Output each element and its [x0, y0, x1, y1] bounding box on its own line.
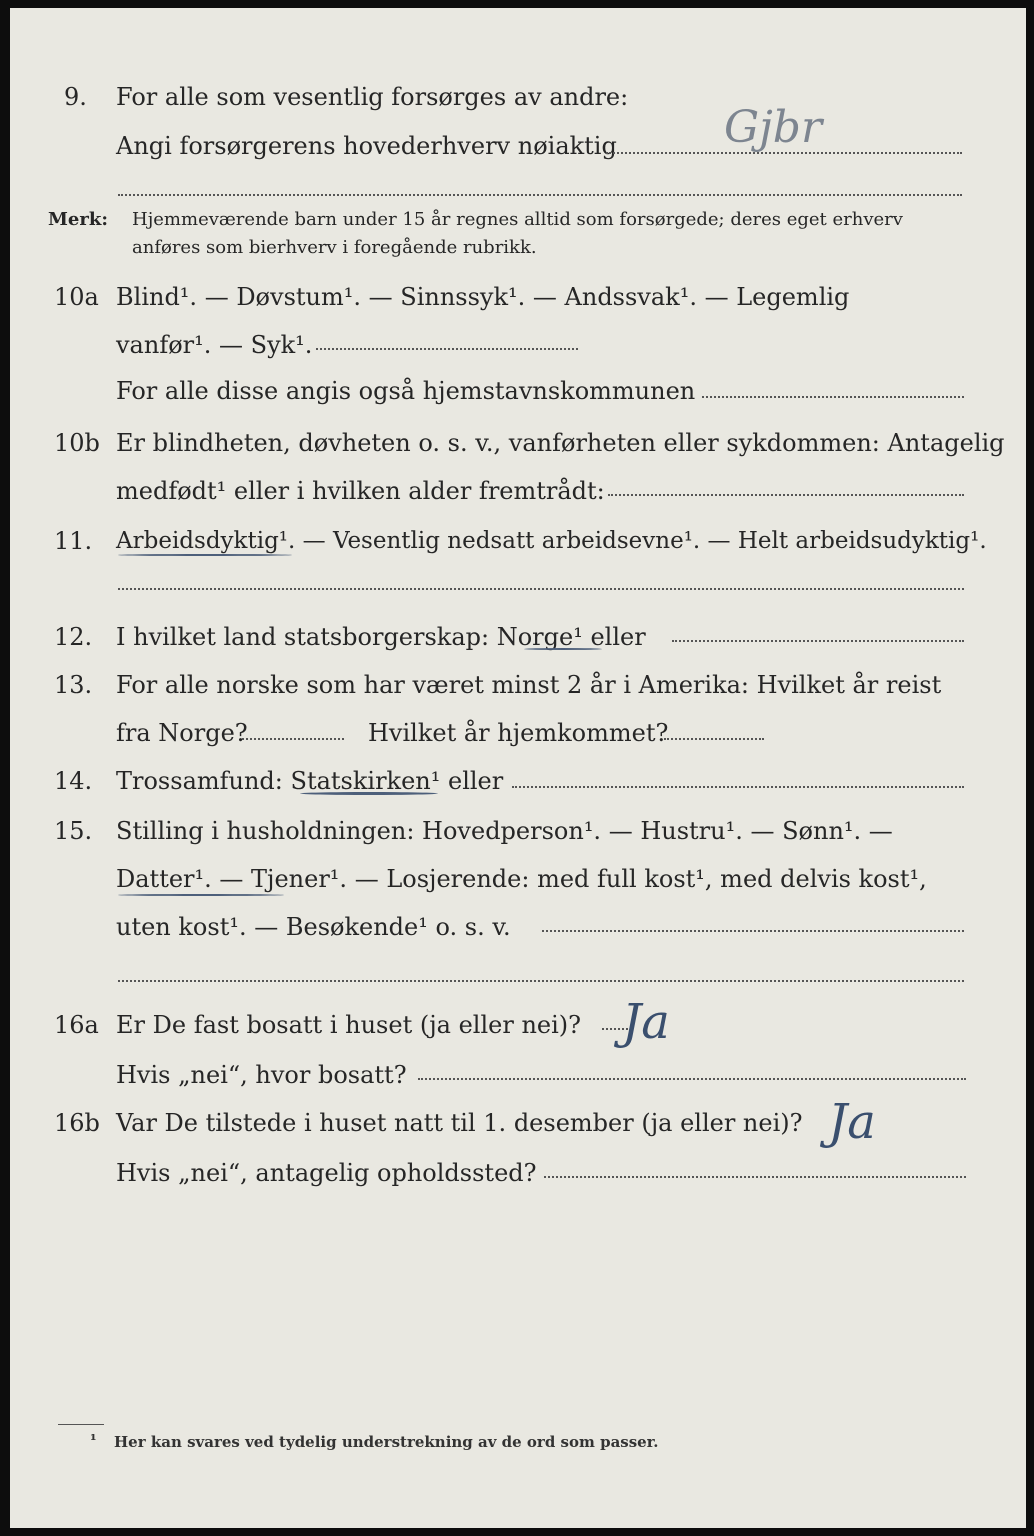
q12-number: 12. — [54, 623, 93, 651]
q10a-line1: Blind¹. — Døvstum¹. — Sinnssyk¹. — Andssvak¹. — Legemlig — [116, 283, 850, 311]
footnote-text: Her kan svares ved tydelig understrekning av de ord som passer. — [114, 1433, 659, 1451]
census-form-page — [10, 8, 1026, 1528]
q11-extra-line — [118, 588, 964, 590]
q13-left-year-line — [242, 738, 344, 740]
q9-extra-line — [118, 194, 962, 196]
q15-line3: uten kost¹. — Besøkende¹ o. s. v. — [116, 913, 511, 941]
q16a-handwritten-answer: Ja — [622, 994, 670, 1050]
q11-line1: Arbeidsdyktig¹. — Vesentlig nedsatt arbeidsevne¹. — Helt arbeidsudyktig¹. — [116, 528, 987, 554]
q10b-number: 10b — [54, 429, 100, 457]
q10a-line2: vanfør¹. — Syk¹. — [116, 331, 313, 359]
q15-number: 15. — [54, 817, 93, 845]
q16b-line2: Hvis „nei“, antagelig opholdssted? — [116, 1159, 537, 1187]
q16a-residence-line — [418, 1078, 966, 1080]
q13-line2b: Hvilket år hjemkommet? — [368, 719, 669, 747]
merk-line1: Hjemmeværende barn under 15 år regnes alltid som forsørgede; deres eget erhverv — [132, 209, 903, 230]
q9-handwritten-answer: Gjbr — [724, 102, 822, 153]
q12-line1: I hvilket land statsborgerskap: Norge¹ eller — [116, 623, 646, 651]
q15-extra-line — [118, 980, 964, 982]
merk-line2: anføres som bierhverv i foregående rubrikk. — [132, 237, 537, 258]
q16a-line2: Hvis „nei“, hvor bosatt? — [116, 1061, 407, 1089]
q12-underline-mark — [524, 648, 602, 650]
q10a-number: 10a — [54, 283, 99, 311]
q16b-number: 16b — [54, 1109, 100, 1137]
q16a-number: 16a — [54, 1011, 99, 1039]
q11-number: 11. — [54, 527, 93, 555]
q10a-sick-line — [316, 348, 578, 350]
q14-underline-mark — [300, 792, 438, 795]
q12-country-line — [672, 640, 964, 642]
q9-number: 9. — [64, 83, 87, 111]
q10a-line3: For alle disse angis også hjemstavnskommunen — [116, 377, 696, 405]
footnote-rule — [58, 1424, 104, 1425]
q16b-handwritten-answer: Ja — [828, 1094, 876, 1150]
q16b-line1: Var De tilstede i huset natt til 1. desember (ja eller nei)? — [116, 1109, 803, 1137]
q16a-line1: Er De fast bosatt i huset (ja eller nei)? — [116, 1011, 582, 1039]
q10a-home-municipality-line — [702, 396, 964, 398]
merk-label: Merk: — [48, 209, 108, 230]
q14-faith-line — [512, 786, 964, 788]
q15-line2: Datter¹. — Tjener¹. — Losjerende: med full kost¹, med delvis kost¹, — [116, 865, 927, 893]
q14-line1: Trossamfund: Statskirken¹ eller — [116, 767, 504, 795]
q15-underline-mark — [118, 894, 284, 896]
q15-status-line — [542, 930, 964, 932]
q13-number: 13. — [54, 671, 93, 699]
q13-return-year-line — [664, 738, 764, 740]
footnote-mark: ¹ — [90, 1431, 97, 1449]
q13-line1: For alle norske som har været minst 2 år i Amerika: Hvilket år reist — [116, 671, 942, 699]
q10b-age-line — [608, 494, 964, 496]
q10b-line2: medfødt¹ eller i hvilken alder fremtrådt: — [116, 477, 605, 505]
q15-line1: Stilling i husholdningen: Hovedperson¹. — Hustru¹. — Sønn¹. — — [116, 817, 893, 845]
q14-number: 14. — [54, 767, 93, 795]
q16b-stay-line — [544, 1176, 966, 1178]
q9-line2: Angi forsørgerens hovederhverv nøiaktig — [116, 132, 617, 160]
q13-line2a: fra Norge? — [116, 719, 248, 747]
q10b-line1: Er blindheten, døvheten o. s. v., vanførheten eller sykdommen: Antagelig — [116, 429, 1005, 457]
q11-underline-mark — [118, 554, 292, 556]
q9-line1: For alle som vesentlig forsørges av andre: — [116, 83, 629, 111]
